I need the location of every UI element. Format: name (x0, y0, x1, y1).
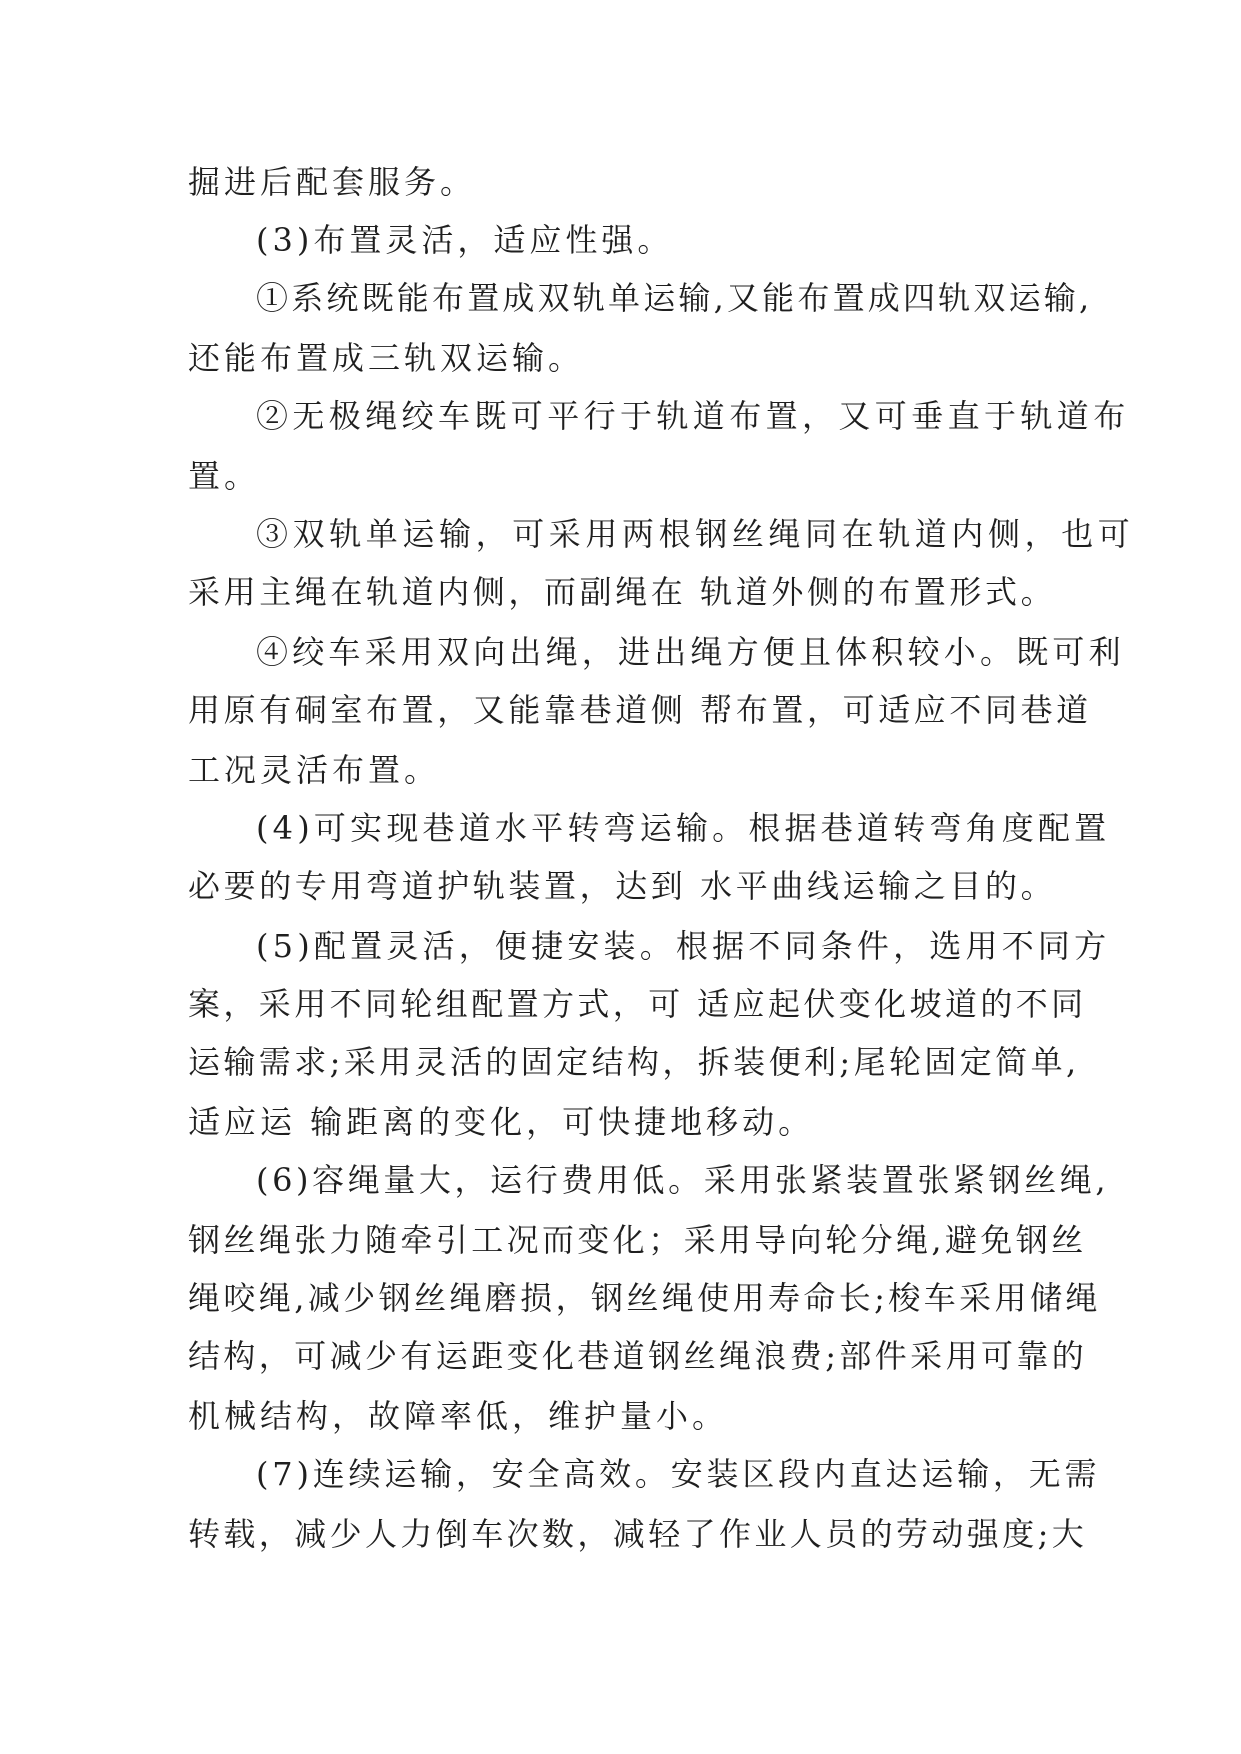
text-line: ③双轨单运输，可采用两根钢丝绳同在轨道内侧，也可 (256, 515, 1135, 553)
text-line: 运输需求;采用灵活的固定结构，拆装便利;尾轮固定简单, (188, 1043, 1080, 1081)
paragraph-heading-4: (4)可实现巷道水平转弯运输。根据巷道转弯角度配置 (256, 809, 1111, 847)
text-line: ②无极绳绞车既可平行于轨道布置，又可垂直于轨道布 (256, 397, 1130, 435)
text-line: 绳咬绳,减少钢丝绳磨损，钢丝绳使用寿命长;梭车采用储绳 (188, 1279, 1101, 1317)
text-line: 采用主绳在轨道内侧，而副绳在 轨道外侧的布置形式。 (188, 573, 1057, 611)
text-line: 适应运 输距离的变化，可快捷地移动。 (188, 1103, 815, 1141)
paragraph-heading-6: (6)容绳量大，运行费用低。采用张紧装置张紧钢丝绳, (256, 1161, 1110, 1199)
text-line: 必要的专用弯道护轨装置，达到 水平曲线运输之目的。 (188, 867, 1057, 905)
paragraph-heading-3: (3)布置灵活，适应性强。 (256, 221, 674, 259)
text-line: 案，采用不同轮组配置方式，可 适应起伏变化坡道的不同 (188, 985, 1087, 1023)
text-line: 结构，可减少有运距变化巷道钢丝绳浪费;部件采用可靠的 (188, 1337, 1088, 1375)
paragraph-heading-7: (7)连续运输，安全高效。安装区段内直达运输，无需 (256, 1455, 1101, 1493)
text-line: ④绞车采用双向出绳，进出绳方便且体积较小。既可利 (256, 633, 1125, 671)
text-line: 转载，减少人力倒车次数，减轻了作业人员的劳动强度;大 (188, 1515, 1088, 1553)
text-line: 用原有硐室布置，又能靠巷道侧 帮布置，可适应不同巷道 (188, 691, 1092, 729)
text-line: 置。 (188, 457, 261, 495)
text-line: 工况灵活布置。 (188, 751, 441, 789)
paragraph-heading-5: (5)配置灵活，便捷安装。根据不同条件，选用不同方 (256, 927, 1111, 965)
text-line: 机械结构，故障率低，维护量小。 (188, 1397, 729, 1435)
text-line: ①系统既能布置成双轨单运输,又能布置成四轨双运输, (256, 279, 1093, 317)
text-line: 掘进后配套服务。 (188, 163, 477, 201)
text-line: 钢丝绳张力随牵引工况而变化；采用导向轮分绳,避免钢丝 (188, 1221, 1087, 1259)
text-line: 还能布置成三轨双运输。 (188, 339, 585, 377)
